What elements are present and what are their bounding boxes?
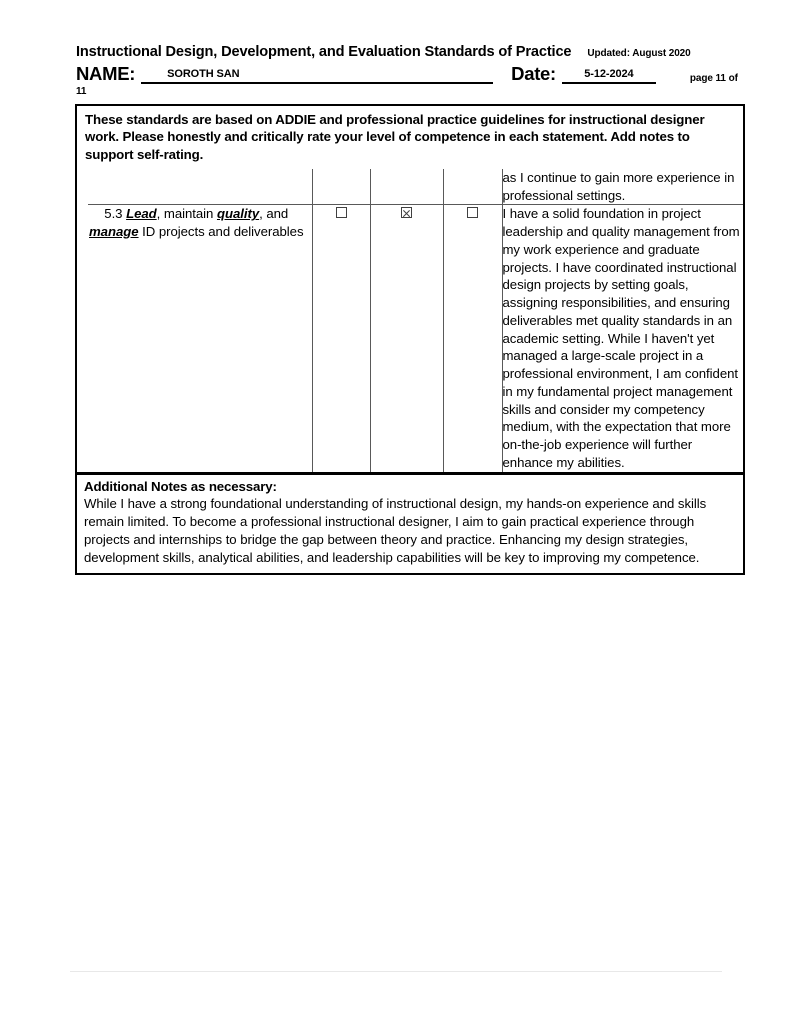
standards-table-box [75,104,745,474]
statement-keyword-lead: Lead [126,206,157,222]
statement-keyword-quality: quality [216,206,260,222]
name-input[interactable]: SOROTH SAN [141,68,493,84]
continued-statement-cell [77,169,312,205]
additional-notes-title: Additional Notes as necessary: [84,479,277,494]
page-number-label: page 11 of [689,72,738,84]
statement-seg-2: , and [259,206,289,222]
name-date-row [76,65,744,84]
updated-date: Updated: August 2020 [587,48,691,59]
page-number-wrap: 11 [76,85,87,97]
rating-high-checkbox[interactable] [467,207,478,218]
title-row [76,44,744,60]
additional-notes-box [75,472,745,575]
rating-low-checkbox[interactable] [336,207,347,218]
additional-notes-body[interactable]: While I have a strong foundational understanding of instructional design, my hands-on experience and skills remain limited. To become a professional instructional designer, I aim to gain practical experience through projects and internships to bridge the gap between theory and practice. Enhancing my design strategies, development skills, analytical abilities, and leadership capabilities will be key to improving my competence. [84,496,707,565]
name-label: NAME: [76,63,136,84]
continued-rating-high-cell [443,169,502,205]
ratings-grid [77,169,743,472]
statement-keyword-manage: manage [89,223,139,239]
table-row-continued [77,169,743,205]
rating-high-cell[interactable] [443,205,502,471]
document-header [76,44,744,97]
statement-text-53 [77,205,312,240]
document-title: Instructional Design, Development, and Evaluation Standards of Practice [76,44,572,60]
table-row [77,205,743,471]
rating-low-cell[interactable] [312,205,370,471]
date-label: Date: [511,63,556,84]
statement-cell-53 [77,205,312,471]
continued-rating-low-cell [312,169,370,205]
statement-number: 5.3 [104,206,127,222]
notes-cell-53[interactable]: I have a solid foundation in project leadership and quality management from my work experience and graduate projects. I have coordinated instructional design projects by setting goals, assigning responsibilities, and ensuring deliverables met quality standards in an academic setting. While I haven't yet managed a large-scale project in a professional environment, I am confident in my fundamental project management skills and consider my competency medium, with the expectation that more on-the-job experience will further enhance my abilities. [502,205,743,471]
rating-medium-checkbox[interactable] [401,207,412,218]
statement-seg-1: , maintain [156,206,217,222]
footer-divider [70,971,722,972]
rating-medium-cell[interactable] [370,205,443,471]
continued-notes-cell: as I continue to gain more experience in professional settings. [502,169,743,205]
date-input[interactable]: 5-12-2024 [562,68,656,84]
statement-seg-3: ID projects and deliverables [138,223,304,239]
instructions-text: These standards are based on ADDIE and professional practice guidelines for instructional designer work. Please honestly and critically rate your level of competence in each statement. Add notes to support self-rating. [85,112,705,162]
continued-rating-medium-cell [370,169,443,205]
